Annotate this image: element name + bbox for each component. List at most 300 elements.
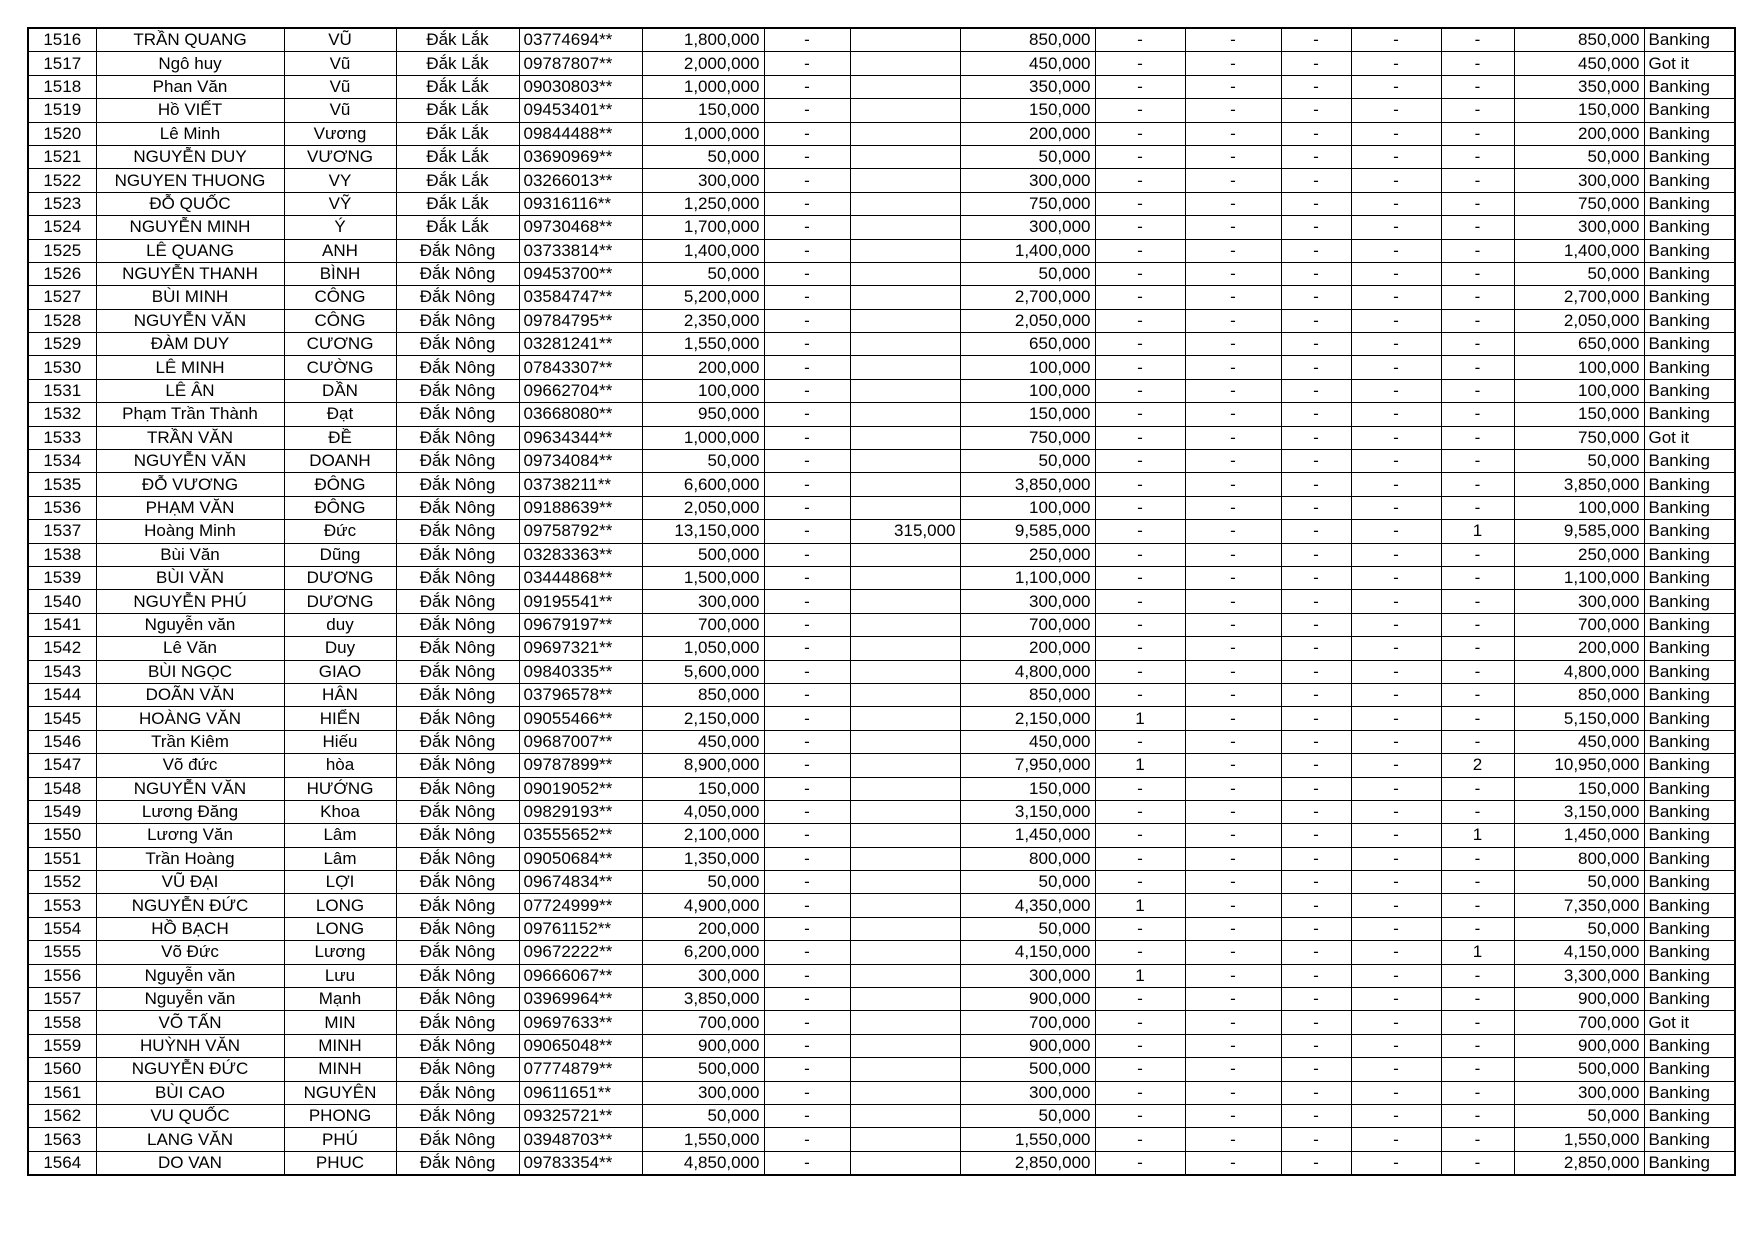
cell-payment-method: Banking <box>1644 379 1735 402</box>
cell-flag-4: - <box>1351 1011 1441 1034</box>
cell-first-name: CƯƠNG <box>284 333 396 356</box>
cell-first-name: VY <box>284 169 396 192</box>
cell-province: Đắk Nông <box>396 379 519 402</box>
cell-flag-3: - <box>1281 941 1351 964</box>
cell-flag-1: - <box>1095 1058 1185 1081</box>
cell-fee: - <box>764 286 850 309</box>
cell-first-name: LỢI <box>284 871 396 894</box>
cell-first-name: DOANH <box>284 450 396 473</box>
cell-flag-1: - <box>1095 52 1185 75</box>
cell-total: 2,050,000 <box>1514 309 1644 332</box>
cell-payment-method: Banking <box>1644 707 1735 730</box>
cell-row-number: 1544 <box>28 683 96 706</box>
cell-last-name: Nguyễn văn <box>96 613 284 636</box>
cell-first-name: ANH <box>284 239 396 262</box>
cell-flag-2: - <box>1185 964 1281 987</box>
cell-row-number: 1543 <box>28 660 96 683</box>
cell-adjustment <box>850 169 960 192</box>
cell-flag-4: - <box>1351 426 1441 449</box>
cell-flag-3: - <box>1281 964 1351 987</box>
cell-total: 4,150,000 <box>1514 941 1644 964</box>
cell-fee: - <box>764 1151 850 1175</box>
cell-payment-method: Banking <box>1644 122 1735 145</box>
cell-province: Đắk Nông <box>396 1151 519 1175</box>
cell-amount-paid: 3,150,000 <box>960 800 1095 823</box>
cell-amount-registered: 850,000 <box>642 683 764 706</box>
cell-flag-1: - <box>1095 309 1185 332</box>
cell-adjustment <box>850 543 960 566</box>
cell-payment-method: Banking <box>1644 1128 1735 1151</box>
cell-amount-registered: 5,200,000 <box>642 286 764 309</box>
cell-flag-1: - <box>1095 333 1185 356</box>
cell-flag-3: - <box>1281 192 1351 215</box>
cell-flag-1: - <box>1095 590 1185 613</box>
cell-total: 100,000 <box>1514 356 1644 379</box>
table-row <box>28 1128 1735 1151</box>
cell-amount-registered: 150,000 <box>642 777 764 800</box>
cell-flag-1: - <box>1095 1011 1185 1034</box>
cell-flag-5: - <box>1441 75 1514 98</box>
cell-first-name: HƯỚNG <box>284 777 396 800</box>
cell-amount-paid: 50,000 <box>960 917 1095 940</box>
cell-fee: - <box>764 473 850 496</box>
cell-flag-4: - <box>1351 403 1441 426</box>
table-row <box>28 99 1735 122</box>
cell-adjustment <box>850 988 960 1011</box>
cell-flag-1: - <box>1095 122 1185 145</box>
cell-province: Đắk Nông <box>396 496 519 519</box>
cell-first-name: PHONG <box>284 1104 396 1127</box>
cell-total: 800,000 <box>1514 847 1644 870</box>
cell-first-name: HÂN <box>284 683 396 706</box>
cell-first-name: GIAO <box>284 660 396 683</box>
cell-flag-3: - <box>1281 543 1351 566</box>
cell-phone: 03584747** <box>519 286 642 309</box>
cell-total: 9,585,000 <box>1514 520 1644 543</box>
cell-row-number: 1554 <box>28 917 96 940</box>
cell-amount-paid: 150,000 <box>960 777 1095 800</box>
table-row <box>28 286 1735 309</box>
cell-row-number: 1561 <box>28 1081 96 1104</box>
cell-amount-paid: 750,000 <box>960 426 1095 449</box>
cell-total: 7,350,000 <box>1514 894 1644 917</box>
cell-fee: - <box>764 707 850 730</box>
table-row <box>28 847 1735 870</box>
cell-flag-5: - <box>1441 333 1514 356</box>
cell-flag-2: - <box>1185 1011 1281 1034</box>
cell-flag-2: - <box>1185 192 1281 215</box>
cell-first-name: Mạnh <box>284 988 396 1011</box>
cell-flag-5: - <box>1441 566 1514 589</box>
cell-fee: - <box>764 917 850 940</box>
cell-total: 5,150,000 <box>1514 707 1644 730</box>
cell-fee: - <box>764 730 850 753</box>
cell-flag-1: - <box>1095 917 1185 940</box>
cell-amount-paid: 500,000 <box>960 1058 1095 1081</box>
cell-flag-2: - <box>1185 683 1281 706</box>
cell-phone: 09030803** <box>519 75 642 98</box>
cell-last-name: NGUYỄN DUY <box>96 145 284 168</box>
cell-flag-5: - <box>1441 543 1514 566</box>
cell-first-name: hòa <box>284 754 396 777</box>
cell-row-number: 1533 <box>28 426 96 449</box>
cell-amount-paid: 100,000 <box>960 356 1095 379</box>
cell-first-name: ĐỀ <box>284 426 396 449</box>
cell-payment-method: Banking <box>1644 262 1735 285</box>
cell-adjustment <box>850 99 960 122</box>
cell-fee: - <box>764 262 850 285</box>
cell-flag-1: 1 <box>1095 964 1185 987</box>
cell-total: 850,000 <box>1514 28 1644 52</box>
cell-payment-method: Banking <box>1644 239 1735 262</box>
cell-phone: 09679197** <box>519 613 642 636</box>
cell-flag-3: - <box>1281 1081 1351 1104</box>
cell-last-name: ĐỖ QUỐC <box>96 192 284 215</box>
cell-phone: 09662704** <box>519 379 642 402</box>
cell-phone: 09055466** <box>519 707 642 730</box>
cell-fee: - <box>764 379 850 402</box>
cell-amount-paid: 2,700,000 <box>960 286 1095 309</box>
table-row <box>28 1058 1735 1081</box>
cell-first-name: CÔNG <box>284 286 396 309</box>
cell-flag-2: - <box>1185 262 1281 285</box>
cell-payment-method: Banking <box>1644 590 1735 613</box>
cell-row-number: 1557 <box>28 988 96 1011</box>
cell-total: 2,850,000 <box>1514 1151 1644 1175</box>
cell-adjustment <box>850 309 960 332</box>
cell-last-name: PHẠM VĂN <box>96 496 284 519</box>
cell-flag-5: - <box>1441 637 1514 660</box>
cell-flag-4: - <box>1351 847 1441 870</box>
table-row <box>28 590 1735 613</box>
cell-row-number: 1528 <box>28 309 96 332</box>
cell-flag-2: - <box>1185 333 1281 356</box>
cell-amount-registered: 50,000 <box>642 145 764 168</box>
table-row <box>28 333 1735 356</box>
cell-province: Đắk Nông <box>396 356 519 379</box>
cell-flag-5: - <box>1441 216 1514 239</box>
cell-flag-2: - <box>1185 52 1281 75</box>
cell-flag-3: - <box>1281 145 1351 168</box>
cell-total: 350,000 <box>1514 75 1644 98</box>
cell-phone: 09784795** <box>519 309 642 332</box>
cell-province: Đắk Nông <box>396 543 519 566</box>
cell-total: 100,000 <box>1514 496 1644 519</box>
cell-province: Đắk Nông <box>396 941 519 964</box>
cell-amount-paid: 1,100,000 <box>960 566 1095 589</box>
cell-payment-method: Banking <box>1644 192 1735 215</box>
cell-flag-3: - <box>1281 309 1351 332</box>
cell-flag-1: - <box>1095 286 1185 309</box>
cell-amount-registered: 1,000,000 <box>642 122 764 145</box>
cell-amount-registered: 200,000 <box>642 917 764 940</box>
cell-adjustment <box>850 496 960 519</box>
cell-flag-1: - <box>1095 660 1185 683</box>
cell-total: 850,000 <box>1514 683 1644 706</box>
cell-total: 50,000 <box>1514 1104 1644 1127</box>
cell-first-name: Đạt <box>284 403 396 426</box>
cell-total: 900,000 <box>1514 988 1644 1011</box>
cell-flag-2: - <box>1185 988 1281 1011</box>
cell-phone: 09787807** <box>519 52 642 75</box>
cell-total: 50,000 <box>1514 145 1644 168</box>
cell-amount-paid: 2,050,000 <box>960 309 1095 332</box>
cell-total: 3,850,000 <box>1514 473 1644 496</box>
table-row <box>28 262 1735 285</box>
table-row <box>28 169 1735 192</box>
cell-fee: - <box>764 800 850 823</box>
cell-flag-2: - <box>1185 777 1281 800</box>
cell-flag-5: - <box>1441 660 1514 683</box>
table-row <box>28 426 1735 449</box>
cell-flag-2: - <box>1185 894 1281 917</box>
cell-flag-3: - <box>1281 871 1351 894</box>
cell-flag-1: 1 <box>1095 754 1185 777</box>
cell-fee: - <box>764 1058 850 1081</box>
cell-row-number: 1517 <box>28 52 96 75</box>
cell-flag-5: - <box>1441 683 1514 706</box>
cell-last-name: LÊ QUANG <box>96 239 284 262</box>
cell-phone: 03733814** <box>519 239 642 262</box>
cell-flag-4: - <box>1351 1034 1441 1057</box>
cell-payment-method: Banking <box>1644 777 1735 800</box>
cell-amount-paid: 100,000 <box>960 379 1095 402</box>
cell-flag-1: - <box>1095 145 1185 168</box>
cell-amount-registered: 2,050,000 <box>642 496 764 519</box>
cell-amount-registered: 1,000,000 <box>642 426 764 449</box>
cell-flag-3: - <box>1281 847 1351 870</box>
cell-flag-3: - <box>1281 28 1351 52</box>
cell-fee: - <box>764 1128 850 1151</box>
cell-phone: 09195541** <box>519 590 642 613</box>
cell-amount-paid: 450,000 <box>960 52 1095 75</box>
cell-flag-2: - <box>1185 824 1281 847</box>
cell-last-name: NGUYỄN PHÚ <box>96 590 284 613</box>
cell-province: Đắk Nông <box>396 262 519 285</box>
cell-first-name: MIN <box>284 1011 396 1034</box>
cell-row-number: 1537 <box>28 520 96 543</box>
cell-flag-5: - <box>1441 1128 1514 1151</box>
cell-flag-5: - <box>1441 192 1514 215</box>
cell-last-name: LANG VĂN <box>96 1128 284 1151</box>
cell-total: 200,000 <box>1514 637 1644 660</box>
cell-fee: - <box>764 122 850 145</box>
cell-fee: - <box>764 496 850 519</box>
cell-province: Đắk Lắk <box>396 145 519 168</box>
cell-phone: 03738211** <box>519 473 642 496</box>
cell-province: Đắk Lắk <box>396 75 519 98</box>
cell-amount-paid: 100,000 <box>960 496 1095 519</box>
cell-total: 150,000 <box>1514 99 1644 122</box>
cell-row-number: 1534 <box>28 450 96 473</box>
table-row <box>28 1081 1735 1104</box>
cell-flag-2: - <box>1185 730 1281 753</box>
cell-row-number: 1530 <box>28 356 96 379</box>
cell-province: Đắk Lắk <box>396 216 519 239</box>
cell-flag-2: - <box>1185 216 1281 239</box>
cell-fee: - <box>764 1104 850 1127</box>
cell-flag-3: - <box>1281 730 1351 753</box>
cell-flag-1: - <box>1095 1034 1185 1057</box>
cell-fee: - <box>764 356 850 379</box>
cell-total: 3,300,000 <box>1514 964 1644 987</box>
cell-amount-registered: 1,700,000 <box>642 216 764 239</box>
cell-fee: - <box>764 613 850 636</box>
cell-amount-paid: 700,000 <box>960 613 1095 636</box>
cell-adjustment <box>850 192 960 215</box>
cell-province: Đắk Nông <box>396 613 519 636</box>
cell-fee: - <box>764 1034 850 1057</box>
cell-flag-4: - <box>1351 800 1441 823</box>
cell-amount-registered: 950,000 <box>642 403 764 426</box>
cell-row-number: 1519 <box>28 99 96 122</box>
cell-last-name: Phan Văn <box>96 75 284 98</box>
cell-last-name: Ngô huy <box>96 52 284 75</box>
cell-flag-5: - <box>1441 145 1514 168</box>
cell-row-number: 1558 <box>28 1011 96 1034</box>
cell-last-name: Hồ VIẾT <box>96 99 284 122</box>
cell-amount-registered: 6,600,000 <box>642 473 764 496</box>
cell-province: Đắk Nông <box>396 1011 519 1034</box>
table-row <box>28 800 1735 823</box>
cell-flag-2: - <box>1185 169 1281 192</box>
cell-province: Đắk Lắk <box>396 99 519 122</box>
table-row <box>28 683 1735 706</box>
cell-last-name: Phạm Trần Thành <box>96 403 284 426</box>
table-row <box>28 309 1735 332</box>
cell-adjustment <box>850 450 960 473</box>
table-row <box>28 660 1735 683</box>
cell-payment-method: Banking <box>1644 520 1735 543</box>
cell-fee: - <box>764 964 850 987</box>
cell-phone: 09325721** <box>519 1104 642 1127</box>
cell-row-number: 1549 <box>28 800 96 823</box>
cell-flag-4: - <box>1351 496 1441 519</box>
cell-amount-paid: 150,000 <box>960 99 1095 122</box>
cell-amount-registered: 300,000 <box>642 964 764 987</box>
cell-fee: - <box>764 1011 850 1034</box>
cell-amount-registered: 1,550,000 <box>642 333 764 356</box>
cell-flag-2: - <box>1185 122 1281 145</box>
cell-phone: 07774879** <box>519 1058 642 1081</box>
cell-flag-4: - <box>1351 543 1441 566</box>
cell-fee: - <box>764 988 850 1011</box>
cell-amount-paid: 200,000 <box>960 122 1095 145</box>
cell-first-name: Đức <box>284 520 396 543</box>
cell-payment-method: Banking <box>1644 637 1735 660</box>
table-row <box>28 543 1735 566</box>
cell-amount-registered: 6,200,000 <box>642 941 764 964</box>
cell-phone: 07843307** <box>519 356 642 379</box>
cell-phone: 03774694** <box>519 28 642 52</box>
cell-first-name: HIỂN <box>284 707 396 730</box>
cell-flag-3: - <box>1281 777 1351 800</box>
cell-flag-3: - <box>1281 473 1351 496</box>
cell-last-name: DOÃN VĂN <box>96 683 284 706</box>
cell-flag-4: - <box>1351 637 1441 660</box>
cell-adjustment <box>850 894 960 917</box>
table-row <box>28 566 1735 589</box>
cell-fee: - <box>764 169 850 192</box>
cell-flag-4: - <box>1351 99 1441 122</box>
cell-last-name: Trần Hoàng <box>96 847 284 870</box>
cell-flag-3: - <box>1281 613 1351 636</box>
cell-total: 300,000 <box>1514 169 1644 192</box>
cell-phone: 09687007** <box>519 730 642 753</box>
cell-flag-2: - <box>1185 1034 1281 1057</box>
cell-amount-registered: 700,000 <box>642 1011 764 1034</box>
cell-row-number: 1564 <box>28 1151 96 1175</box>
cell-phone: 09829193** <box>519 800 642 823</box>
cell-last-name: TRẦN QUANG <box>96 28 284 52</box>
cell-flag-1: - <box>1095 543 1185 566</box>
cell-phone: 09734084** <box>519 450 642 473</box>
cell-amount-paid: 50,000 <box>960 871 1095 894</box>
cell-flag-1: - <box>1095 403 1185 426</box>
cell-fee: - <box>764 192 850 215</box>
cell-province: Đắk Nông <box>396 707 519 730</box>
cell-adjustment <box>850 941 960 964</box>
cell-last-name: NGUYỄN ĐỨC <box>96 1058 284 1081</box>
cell-flag-3: - <box>1281 1034 1351 1057</box>
cell-amount-paid: 50,000 <box>960 262 1095 285</box>
cell-total: 150,000 <box>1514 777 1644 800</box>
cell-adjustment <box>850 1151 960 1175</box>
cell-total: 1,450,000 <box>1514 824 1644 847</box>
cell-flag-5: - <box>1441 917 1514 940</box>
cell-flag-1: - <box>1095 847 1185 870</box>
cell-adjustment <box>850 216 960 239</box>
cell-amount-paid: 2,850,000 <box>960 1151 1095 1175</box>
cell-payment-method: Banking <box>1644 286 1735 309</box>
cell-row-number: 1524 <box>28 216 96 239</box>
cell-flag-1: - <box>1095 520 1185 543</box>
cell-amount-registered: 300,000 <box>642 1081 764 1104</box>
table-row <box>28 613 1735 636</box>
cell-row-number: 1548 <box>28 777 96 800</box>
cell-flag-1: - <box>1095 871 1185 894</box>
cell-first-name: Lâm <box>284 824 396 847</box>
cell-province: Đắk Lắk <box>396 192 519 215</box>
cell-adjustment <box>850 75 960 98</box>
cell-amount-paid: 9,585,000 <box>960 520 1095 543</box>
cell-amount-paid: 300,000 <box>960 169 1095 192</box>
cell-flag-3: - <box>1281 75 1351 98</box>
cell-first-name: BÌNH <box>284 262 396 285</box>
cell-last-name: Lương Đăng <box>96 800 284 823</box>
cell-payment-method: Banking <box>1644 730 1735 753</box>
cell-flag-4: - <box>1351 683 1441 706</box>
cell-phone: 03948703** <box>519 1128 642 1151</box>
cell-adjustment <box>850 403 960 426</box>
cell-flag-4: - <box>1351 262 1441 285</box>
cell-phone: 03266013** <box>519 169 642 192</box>
table-row <box>28 1151 1735 1175</box>
cell-row-number: 1560 <box>28 1058 96 1081</box>
cell-flag-2: - <box>1185 145 1281 168</box>
cell-first-name: VŨ <box>284 28 396 52</box>
cell-last-name: NGUYỄN MINH <box>96 216 284 239</box>
cell-flag-2: - <box>1185 754 1281 777</box>
table-row <box>28 754 1735 777</box>
cell-amount-paid: 1,550,000 <box>960 1128 1095 1151</box>
cell-flag-2: - <box>1185 1128 1281 1151</box>
cell-flag-5: 1 <box>1441 520 1514 543</box>
table-row <box>28 379 1735 402</box>
cell-flag-4: - <box>1351 660 1441 683</box>
cell-phone: 03796578** <box>519 683 642 706</box>
cell-first-name: ĐÔNG <box>284 473 396 496</box>
